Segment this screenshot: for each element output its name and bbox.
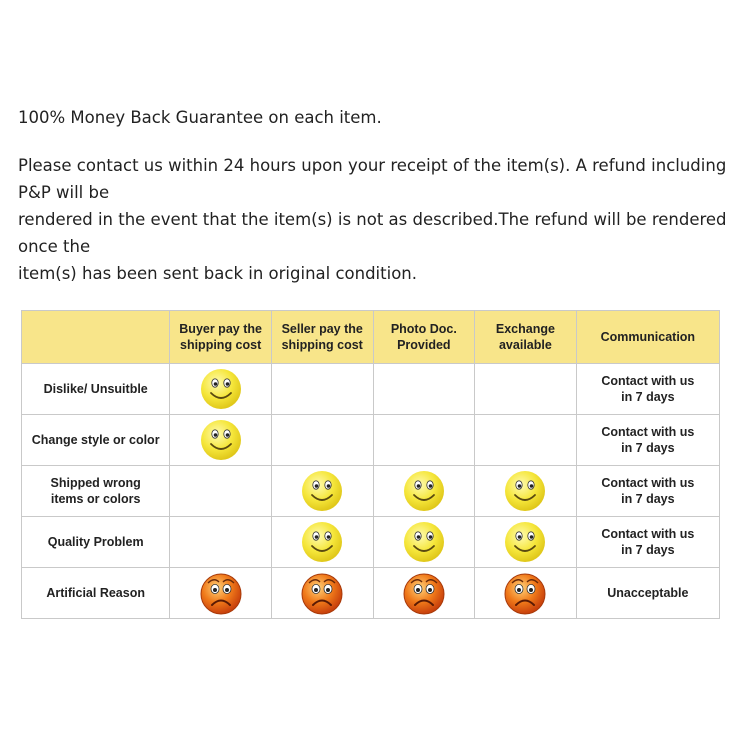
comm-line-1: Contact with us — [601, 476, 695, 490]
table-row — [22, 415, 720, 466]
row-label-text: Shipped wrong — [50, 476, 141, 490]
cell-communication — [576, 517, 719, 568]
row-label-text: Change style or color — [31, 433, 160, 447]
smiley-sad-icon — [198, 570, 244, 616]
cell-buyer — [170, 415, 272, 466]
row-label-text: items or colors — [50, 492, 141, 506]
row-label-text: Dislike/ Unsuitble — [43, 382, 148, 396]
cell-exchange — [475, 517, 577, 568]
comm-line-1: Contact with us — [601, 527, 695, 541]
comm-line-2: in 7 days — [621, 390, 675, 404]
cell-buyer — [170, 568, 272, 619]
cell-seller — [271, 568, 373, 619]
return-policy-table — [21, 310, 720, 619]
header-exchange — [475, 311, 577, 364]
smiley-sad-icon — [502, 570, 548, 616]
cell-seller — [271, 466, 373, 517]
table-row — [22, 466, 720, 517]
cell-photo — [373, 466, 475, 517]
cell-buyer — [170, 517, 272, 568]
cell-seller — [271, 364, 373, 415]
smiley-happy-icon — [199, 367, 243, 411]
header-photo-line-1: Photo Doc. — [390, 322, 457, 336]
cell-exchange — [475, 364, 577, 415]
cell-photo — [373, 415, 475, 466]
comm-line-2: in 7 days — [621, 441, 675, 455]
row-label-shipped-wrong — [22, 466, 170, 517]
cell-communication — [576, 415, 719, 466]
row-label-change-style — [22, 415, 170, 466]
table-header-row — [22, 311, 720, 364]
comm-line-1: Contact with us — [601, 425, 695, 439]
smiley-happy-icon — [402, 469, 446, 513]
comm-line-1: Contact with us — [601, 374, 695, 388]
header-seller-line-2: shipping cost — [281, 338, 363, 352]
header-communication: Communication — [576, 311, 719, 364]
row-label-text: Artificial Reason — [46, 586, 145, 600]
smiley-happy-icon — [503, 520, 547, 564]
header-buyer-pays — [170, 311, 272, 364]
cell-photo — [373, 568, 475, 619]
header-exchange-line-1: Exchange — [495, 322, 555, 336]
cell-photo — [373, 364, 475, 415]
cell-exchange — [475, 415, 577, 466]
smiley-happy-icon — [300, 520, 344, 564]
table-row — [22, 517, 720, 568]
header-exchange-line-2: available — [498, 338, 552, 352]
cell-seller — [271, 415, 373, 466]
cell-exchange — [475, 466, 577, 517]
header-buyer-line-2: shipping cost — [180, 338, 262, 352]
intro-text — [18, 104, 733, 287]
refund-line-2: rendered in the event that the item(s) is not as described.The refund will be rendered once the — [18, 210, 727, 256]
header-photo-doc — [373, 311, 475, 364]
cell-buyer — [170, 466, 272, 517]
header-seller-pays — [271, 311, 373, 364]
cell-communication — [576, 568, 719, 619]
refund-line-1: Please contact us within 24 hours upon your receipt of the item(s). A refund including P&P will be — [18, 156, 727, 202]
header-corner — [22, 311, 170, 364]
cell-photo — [373, 517, 475, 568]
row-label-text: Quality Problem — [47, 535, 144, 549]
row-label-artificial-reason — [22, 568, 170, 619]
table-row — [22, 364, 720, 415]
smiley-sad-icon — [299, 570, 345, 616]
guarantee-line: 100% Money Back Guarantee on each item. — [18, 108, 382, 127]
header-buyer-line-1: Buyer pay the — [179, 322, 262, 336]
refund-line-3: item(s) has been sent back in original condition. — [18, 264, 417, 283]
cell-communication — [576, 466, 719, 517]
cell-communication — [576, 364, 719, 415]
smiley-sad-icon — [401, 570, 447, 616]
comm-line-2: in 7 days — [621, 543, 675, 557]
smiley-happy-icon — [503, 469, 547, 513]
header-photo-line-2: Provided — [397, 338, 451, 352]
comm-line-1: Unacceptable — [607, 586, 689, 600]
table-row — [22, 568, 720, 619]
cell-exchange — [475, 568, 577, 619]
smiley-happy-icon — [402, 520, 446, 564]
row-label-quality-problem — [22, 517, 170, 568]
row-label-dislike — [22, 364, 170, 415]
cell-buyer — [170, 364, 272, 415]
header-seller-line-1: Seller pay the — [281, 322, 363, 336]
smiley-happy-icon — [300, 469, 344, 513]
cell-seller — [271, 517, 373, 568]
comm-line-2: in 7 days — [621, 492, 675, 506]
smiley-happy-icon — [199, 418, 243, 462]
